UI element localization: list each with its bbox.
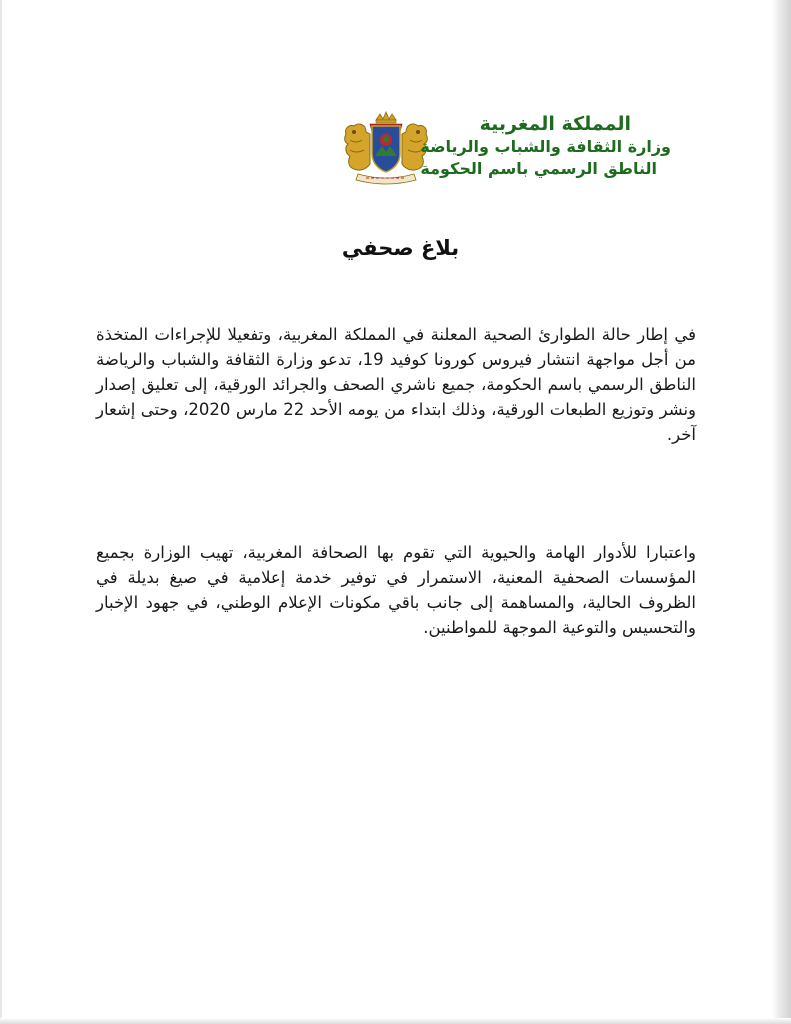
page-bottom-edge (0, 1018, 791, 1024)
kingdom-name: المملكة المغربية (479, 113, 631, 135)
paragraph-1: في إطار حالة الطوارئ الصحية المعلنة في المملكة المغربية، وتفعيلا للإجراءات المتخذة من أجل مواجهة انتشار فيروس كورونا كوفيد 19، تدعو وزارة الثقافة والشباب والرياضة الناطق الرسمي باسم الحكومة، جميع ناشري الصحف والجرائد الورقية، إلى تعليق إصدار ونشر وتوزيع الطبعات الورقية، وذلك ابتداء من يومه الأحد 22 مارس 2020، وحتى إشعار آخر. (96, 325, 697, 444)
page-left-edge (0, 0, 2, 1024)
document-title: بلاغ صحفي (341, 236, 460, 260)
government-spokesman: الناطق الرسمي باسم الحكومة (420, 159, 657, 178)
letterhead (411, 112, 671, 180)
paragraph-2: واعتبارا للأدوار الهامة والحيوية التي تقوم بها الصحافة المغربية، تهيب الوزارة بجميع المؤسسات الصحفية المعنية، الاستمرار في توفير خدمة إعلامية في صيغ بديلة في الظروف الحالية، والمساهمة إلى جانب باقي مكونات الإعلام الوطني، في جهود الإخبار والتحسيس والتوعية الموجهة للمواطنين. (96, 543, 696, 637)
ministry-name: وزارة الثقافة والشباب والرياضة (420, 137, 671, 156)
